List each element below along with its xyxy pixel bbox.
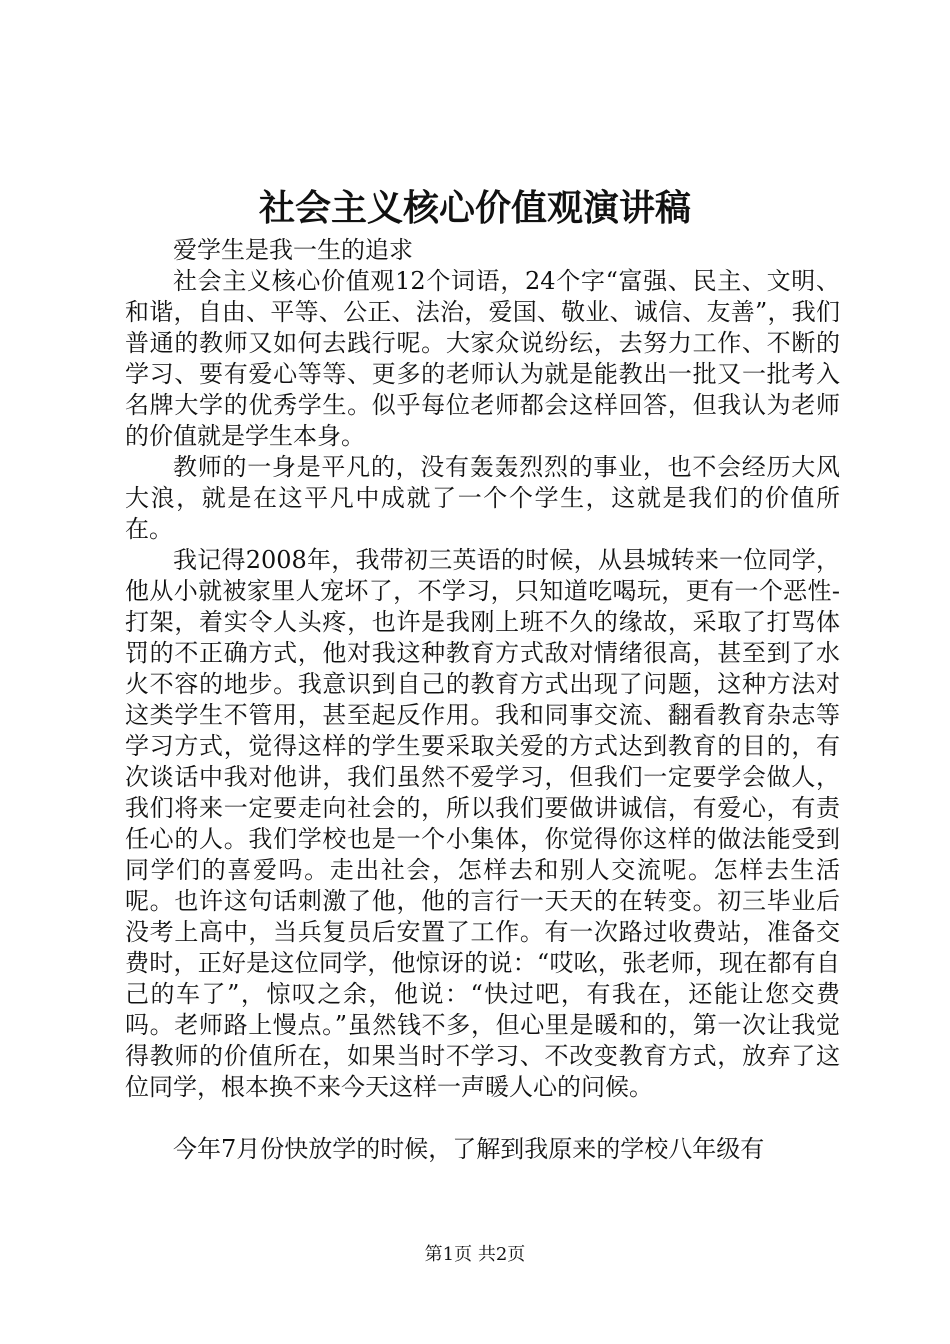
document-body [125, 235, 840, 1165]
paragraph: 我记得2008年，我带初三英语的时候，从县城转来一位同学，他从小就被家里人宠坏了，不学习，只知道吃喝玩，更有一个恶性-打架，着实令人头疼，也许是我刚上班不久的缘故，采取了打骂体罚的不正确方式，他对我这种教育方式敌对情绪很高，甚至到了水火不容的地步。我意识到自己的教育方式出现了问题，这种方法对这类学生不管用，甚至起反作用。我和同事交流、翻看教育杂志等学习方式，觉得这样的学生要采取关爱的方式达到教育的目的，有次谈话中我对他讲，我们虽然不爱学习，但我们一定要学会做人，我们将来一定要走向社会的，所以我们要做讲诚信，有爱心，有责任心的人。我们学校也是一个小集体，你觉得你这样的做法能受到同学们的喜爱吗。走出社会，怎样去和别人交流呢。怎样去生活呢。也许这句话刺激了他，他的言行一天天的在转变。初三毕业后没考上高中，当兵复员后安置了工作。有一次路过收费站，准备交费时，正好是这位同学，他惊讶的说：“哎吆，张老师，现在都有自己的车了”，惊叹之余，他说：“快过吧，有我在，还能让您交费吗。老师路上慢点。”虽然钱不多，但心里是暖和的，第一次让我觉得教师的价值所在，如果当时不学习、不改变教育方式，放弃了这位同学，根本换不来今天这样一声暖人心的问候。 [125, 546, 840, 1101]
document-title: 社会主义核心价值观演讲稿 [258, 187, 691, 229]
subtitle-line: 爱学生是我一生的追求 [173, 236, 413, 264]
paragraph: 社会主义核心价值观12个词语，24个字“富强、民主、文明、和谐，自由、平等、公正、法治，爱国、敬业、诚信、友善”，我们普通的教师又如何去践行呢。大家众说纷纭，去努力工作、不断的学习、要有爱心等等、更多的老师认为就是能教出一批又一批考入名牌大学的优秀学生。似乎每位老师都会这样回答，但我认为老师的价值就是学生本身。 [125, 267, 840, 450]
page-number: 第1页 共2页 [424, 1244, 526, 1265]
paragraph: 今年7月份快放学的时候，了解到我原来的学校八年级有 [173, 1135, 765, 1163]
paragraph: 教师的一身是平凡的，没有轰轰烈烈的事业，也不会经历大风大浪，就是在这平凡中成就了一个个学生，这就是我们的价值所在。 [125, 453, 840, 543]
